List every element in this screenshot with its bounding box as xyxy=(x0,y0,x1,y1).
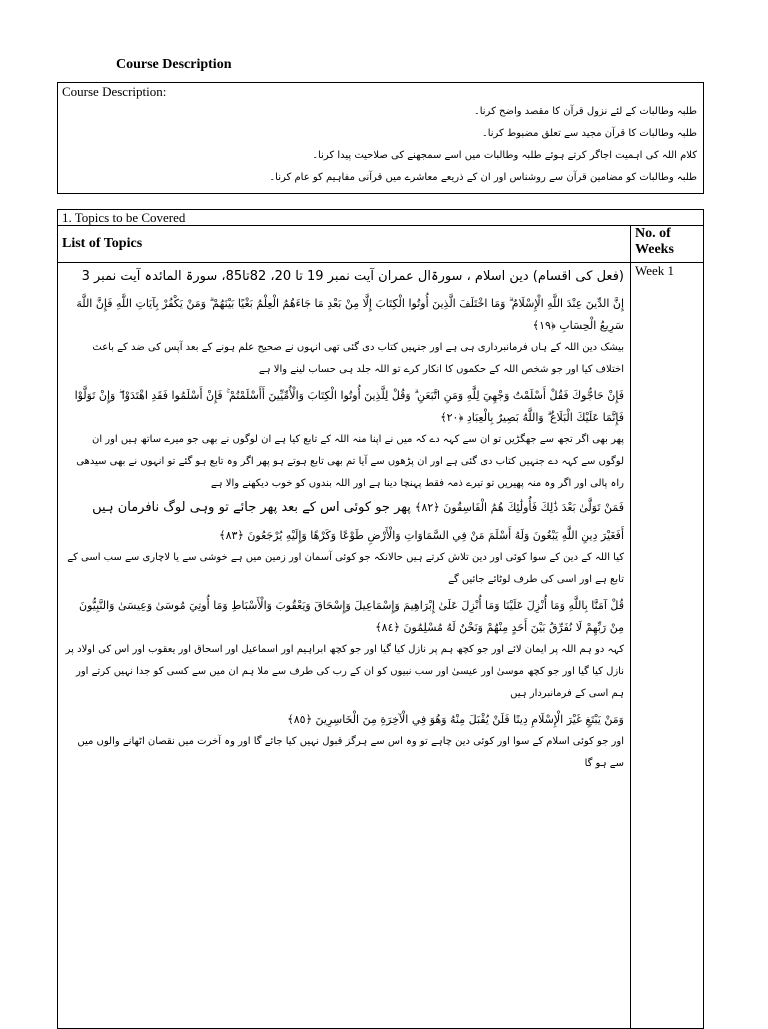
week-cell: Week 1 xyxy=(631,263,704,1029)
topics-content xyxy=(58,263,631,1029)
ayah-20: فَإِنْ حَاجُّوكَ فَقُلْ أَسْلَمْتُ وَجْهِيَ لِلَّهِ وَمَنِ اتَّبَعَنِ ۗ وَقُلْ لِلَّذِينَ أُوتُوا الْكِتَابَ وَالْأُمِّيِّينَ أَأَسْلَمْتُمْ ۚ فَإِنْ أَسْلَمُوا فَقَدِ اهْتَدَوْا ۖ وَإِنْ تَوَلَّوْا فَإِنَّمَا عَلَيْكَ الْبَلَاغُ ۗ وَاللَّهُ بَصِيرٌ بِالْعِبَادِ ﴿٢٠﴾ xyxy=(74,389,624,424)
course-description-box xyxy=(57,82,704,194)
ayah-85: وَمَنْ يَبْتَغِ غَيْرَ الْإِسْلَامِ دِينًا فَلَنْ يُقْبَلَ مِنْهُ وَهُوَ فِي الْآخِرَةِ مِنَ الْخَاسِرِينَ ﴿٨٥﴾ xyxy=(287,713,624,726)
course-objectives-list xyxy=(97,101,697,189)
translation-83: کیا اللہ کے دین کے سوا کوئی اور دین تلاش کرتے ہیں حالانکہ جو کوئی آسمان اور زمین میں ہے خوشی سے یا لاچاری سے سب اسی کے تابع ہے اور اسی کی طرف لوٹائے جائیں گے xyxy=(67,552,624,585)
translation-19: بیشک دین اللہ کے ہاں فرمانبرداری ہی ہے اور جنہیں کتاب دی گئی تھی انہوں نے صحیح علم ہونے کے بعد آپس کی ضد کے باعث اختلاف کیا اور جو شخص اللہ کے حکموں کا انکار کرے تو اللہ جلد ہی حساب لینے والا ہے xyxy=(92,342,624,375)
topics-table xyxy=(57,209,704,1029)
ayah-82-with-translation xyxy=(64,495,624,521)
no-of-weeks-header: No. of Weeks xyxy=(631,226,704,263)
topic-title: (فعل کی اقسام) دین اسلام ، سورۃال عمران آیت نمبر 19 تا 20، 82تا85، سورۃ المائدہ آیت نمبر 3 xyxy=(81,269,624,284)
page-heading: Course Description xyxy=(116,57,232,72)
ayah-83: أَفَغَيْرَ دِينِ اللَّهِ يَبْغُونَ وَلَهُ أَسْلَمَ مَنْ فِي السَّمَاوَاتِ وَالْأَرْضِ طَوْعًا وَكَرْهًا وَإِلَيْهِ يُرْجَعُونَ ﴿٨٣﴾ xyxy=(219,529,624,542)
ayah-19: إِنَّ الدِّينَ عِنْدَ اللَّهِ الْإِسْلَامُ ۗ وَمَا اخْتَلَفَ الَّذِينَ أُوتُوا الْكِتَابَ إِلَّا مِنْ بَعْدِ مَا جَاءَهُمُ الْعِلْمُ بَغْيًا بَيْنَهُمْ ۗ وَمَنْ يَكْفُرْ بِآيَاتِ اللَّهِ فَإِنَّ اللَّهَ سَرِيعُ الْحِسَابِ ﴿١٩﴾ xyxy=(76,297,624,332)
translation-84: کہہ دو ہم اللہ پر ایمان لائے اور جو کچھ ہم پر نازل کیا گیا اور جو کچھ ابراہیم اور اسماعیل اور اسحاق اور یعقوب اور اس کی اولاد پر نازل کیا گیا اور جو کچھ موسیٰ اور عیسیٰ اور سب نبیوں کو ان کے رب کی طرف سے ملا ہم ان میں سے کسی کو جدا نہیں کرتے اور ہم اسی کے فرمانبردار ہیں xyxy=(65,644,624,699)
translation-85: اور جو کوئی اسلام کے سوا اور کوئی دین چاہے تو وہ اس سے ہرگز قبول نہیں کیا جائے گا اور وہ آخرت میں نقصان اٹھانے والوں میں سے ہو گا xyxy=(77,736,624,769)
ayah-84: قُلْ آمَنَّا بِاللَّهِ وَمَا أُنْزِلَ عَلَيْنَا وَمَا أُنْزِلَ عَلَىٰ إِبْرَاهِيمَ وَإِسْمَاعِيلَ وَإِسْحَاقَ وَيَعْقُوبَ وَالْأَسْبَاطِ وَمَا أُوتِيَ مُوسَىٰ وَعِيسَىٰ وَالنَّبِيُّونَ مِنْ رَبِّهِمْ لَا نُفَرِّقُ بَيْنَ أَحَدٍ مِنْهُمْ وَنَحْنُ لَهُ مُسْلِمُونَ ﴿٨٤﴾ xyxy=(79,599,624,634)
objective-line: طلبہ وطالبات کو مضامین قرآن سے روشناس اور ان کے ذریعے معاشرے میں قرآنی مفاہیم کو عام کرنا۔ xyxy=(269,172,697,183)
objective-line: طلبہ وطالبات کا قرآن مجید سے تعلق مضبوط کرنا۔ xyxy=(481,128,697,139)
ayah-82: فَمَنْ تَوَلَّىٰ بَعْدَ ذَٰلِكَ فَأُولَٰئِكَ هُمُ الْفَاسِقُونَ ﴿٨٢﴾ xyxy=(415,501,624,514)
list-of-topics-header: List of Topics xyxy=(58,226,631,263)
translation-20: پھر بھی اگر تجھ سے جھگڑیں تو ان سے کہہ دے کہ میں نے اپنا منہ اللہ کے تابع کیا ہے ان لوگوں نے بھی جو میرے ساتھ ہیں اور ان لوگوں سے کہہ دے جنہیں کتاب دی گئی ہے اور ان پڑھوں سے آیا تم بھی تابع ہوتے ہو پھر اگر وہ تابع ہو گئے تو انہوں نے بھی سیدھی راہ پالی اور اگر وہ منہ پھیریں تو تیرے ذمہ فقط پہنچا دینا ہے اور اللہ بندوں کو خوب دیکھنے والا ہے xyxy=(76,434,624,489)
objective-line: طلبہ وطالبات کے لئے نزول قرآن کا مقصد واضح کرنا۔ xyxy=(473,106,697,117)
topics-section-title: 1. Topics to be Covered xyxy=(58,210,704,226)
objective-line: کلام اللہ کی اہمیت اجاگر کرتے ہوئے طلبہ وطالبات میں اسے سمجھنے کی صلاحیت پیدا کرنا۔ xyxy=(312,150,697,161)
translation-82: پھر جو کوئی اس کے بعد پھر جائے تو وہی لوگ نافرمان ہیں xyxy=(92,500,411,515)
course-description-label: Course Description: xyxy=(62,84,167,99)
